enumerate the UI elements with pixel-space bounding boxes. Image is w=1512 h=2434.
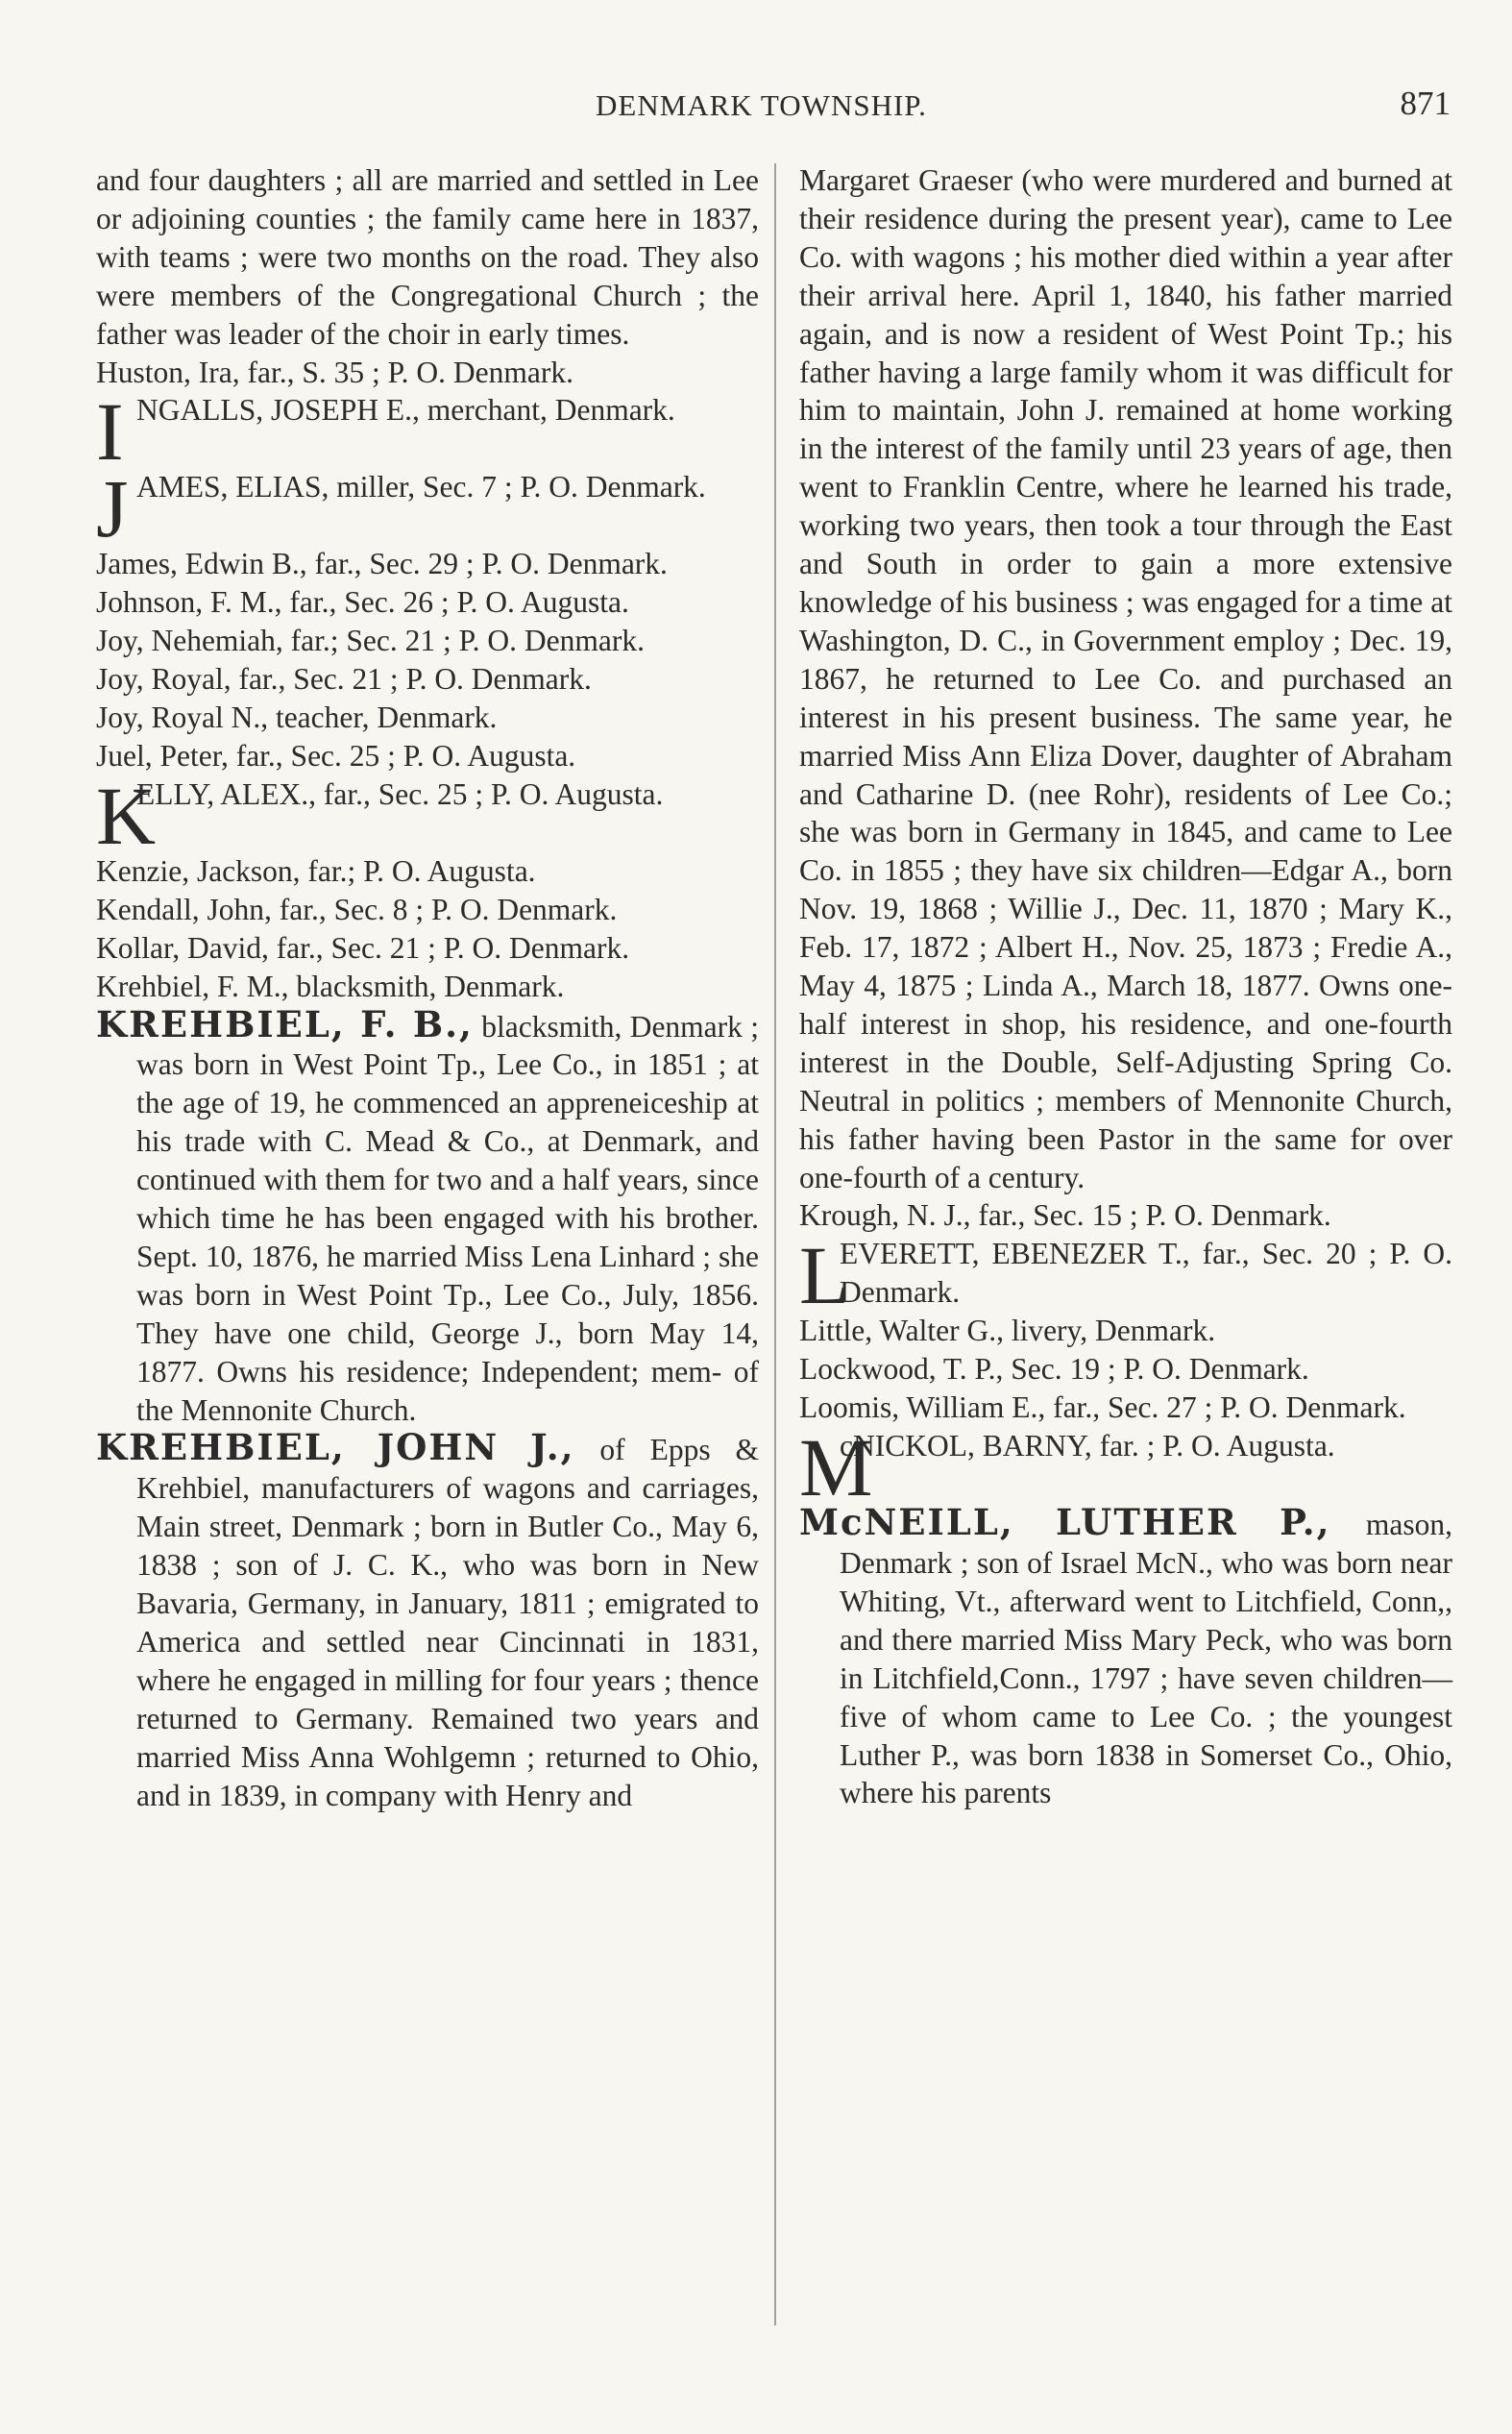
entry-text: ELLY, ALEX., far., Sec. 25 ; P. O. Augusta. xyxy=(136,776,664,811)
directory-entry-joy-royal-n: Joy, Royal N., teacher, Denmark. xyxy=(96,701,498,735)
directory-entry-ingalls xyxy=(96,385,759,479)
right-column xyxy=(799,161,1452,1812)
directory-entry-joy-royal: Joy, Royal, far., Sec. 21 ; P. O. Denmark. xyxy=(96,662,592,697)
directory-entry-juel: Juel, Peter, far., Sec. 25 ; P. O. Augusta. xyxy=(96,738,576,773)
directory-entry-james-edwin: James, Edwin B., far., Sec. 29 ; P. O. Denmark. xyxy=(96,547,668,581)
entry-text: NGALLS, JOSEPH E., merchant, Denmark. xyxy=(136,393,675,428)
continued-paragraph: Margaret Graeser (who were murdered and burned at their residence during the present year), came to Lee Co. with wagons ; his mother died within a year after their arrival here. April 1, 1840, his father married again, and is now a resident of West Point Tp.; his father having a large family whom it was difficult for him to maintain, John J. remained at home working in the interest of the family until 23 years of age, then went to Franklin Centre, where he learned his trade, working two years, then took a tour through the East and South in order to gain a more extensive knowledge of his business ; was engaged for a time at Washington, D. C., in Government employ ; Dec. 19, 1867, he returned to Lee Co. and purchased an interest in his present business. The same year, he married Miss Ann Eliza Dover, daughter of Abraham and Catharine D. (nee Rohr), residents of Lee Co.; she was born in Germany in 1845, and came to Lee Co. in 1855 ; they have six children—Edgar A., born Nov. 19, 1868 ; Willie J., Dec. 11, 1870 ; Mary K., Feb. 17, 1872 ; Albert H., Nov. 25, 1873 ; Fredie A., May 4, 1875 ; Linda A., March 18, 1877. Owns one-half interest in shop, his residence, and one-fourth interest in the Double, Self-Adjusting Spring Co. Neutral in politics ; members of Mennonite Church, his father having been Pastor in the same for over one-fourth of a century. xyxy=(799,163,1452,1194)
drop-initial: I xyxy=(96,385,124,479)
biography-krehbiel-fb xyxy=(96,1002,759,1430)
drop-initial: K xyxy=(96,769,157,862)
directory-entry-kollar: Kollar, David, far., Sec. 21 ; P. O. Denmark. xyxy=(96,930,630,965)
directory-entry-leverett xyxy=(799,1229,1452,1322)
entry-text: EVERETT, EBENEZER T., far., Sec. 20 ; P. O. Denmark. xyxy=(840,1237,1452,1310)
drop-initial: L xyxy=(799,1229,850,1322)
continued-paragraph: and four daughters ; all are married and settled in Lee or adjoining counties ; the family came here in 1837, with teams ; were two months on the road. They also were members of the Congregational Church ; the father was leader of the choir in early times. xyxy=(96,163,759,351)
left-column xyxy=(96,161,759,1815)
directory-entry-kenzie: Kenzie, Jackson, far.; P. O. Augusta. xyxy=(96,853,536,888)
directory-entry-james-elias xyxy=(96,462,759,555)
column-rule xyxy=(774,163,776,2325)
page-number: 871 xyxy=(1400,85,1451,122)
directory-entry-kelly xyxy=(96,769,759,862)
biography-text: blacksmith, Denmark ; was born in West Point Tp., Lee Co., in 1851 ; at the age of 19, he commenced an appreneiceship at his trade with C. Mead & Co., at Denmark, and continued with them for two and a half years, since which time he has been engaged with his brother. Sept. 10, 1876, he married Miss Lena Linhard ; she was born in West Point Tp., Lee Co., July, 1856. They have one child, George J., born May 14, 1877. Owns his residence; Independent; mem- of the Mennonite Church. xyxy=(136,1009,759,1427)
entry-text: AMES, ELIAS, miller, Sec. 7 ; P. O. Denmark. xyxy=(136,470,706,504)
biography-name: KREHBIEL, JOHN J., xyxy=(96,1426,575,1469)
directory-entry-krough: Krough, N. J., far., Sec. 15 ; P. O. Denmark. xyxy=(799,1198,1331,1233)
entry-text: cNICKOL, BARNY, far. ; P. O. Augusta. xyxy=(840,1429,1335,1463)
biography-mcneill xyxy=(799,1501,1453,1812)
biography-krehbiel-john xyxy=(96,1426,760,1814)
directory-entry-krehbiel-fm: Krehbiel, F. M., blacksmith, Denmark. xyxy=(96,969,565,1003)
biography-text: of Epps & Krehbiel, manufacturers of wagons and carriages, Main street, Denmark ; born in Butler Co., May 6, 1838 ; son of J. C. K., who was born in New Bavaria, Germany, in January, 1811 ; emigrated to America and settled near Cincinnati in 1831, where he engaged in milling for four years ; thence returned to Germany. Remained two years and married Miss Anna Wohlgemn ; returned to Ohio, and in 1839, in company with Henry and xyxy=(136,1433,760,1812)
biography-name: KREHBIEL, F. B., xyxy=(96,1002,474,1045)
page-header xyxy=(0,85,1512,136)
drop-initial: J xyxy=(96,462,129,555)
running-head: DENMARK TOWNSHIP. xyxy=(596,88,927,122)
directory-entry-huston: Huston, Ira, far., S. 35 ; P. O. Denmark. xyxy=(96,355,573,389)
directory-entry-little: Little, Walter G., livery, Denmark. xyxy=(799,1314,1216,1348)
directory-entry-johnson: Johnson, F. M., far., Sec. 26 ; P. O. Augusta. xyxy=(96,585,629,620)
drop-initial: M xyxy=(799,1421,873,1514)
biography-text: mason, Denmark ; son of Israel McN., who was born near Whiting, Vt., afterward went to Litchfield, Conn,, and there married Miss Mary Peck, who was born in Litchfield,Conn., 1797 ; have seven children—five of whom came to Lee Co. ; the youngest Luther P., was born 1838 in Somerset Co., Ohio, where his parents xyxy=(840,1508,1453,1810)
directory-entry-mcnickol xyxy=(799,1421,1452,1514)
biography-name: McNEILL, LUTHER P., xyxy=(799,1501,1331,1544)
directory-entry-loomis: Loomis, William E., far., Sec. 27 ; P. O. Denmark. xyxy=(799,1390,1406,1425)
directory-entry-lockwood: Lockwood, T. P., Sec. 19 ; P. O. Denmark. xyxy=(799,1352,1309,1387)
directory-entry-kendall: Kendall, John, far., Sec. 8 ; P. O. Denmark. xyxy=(96,892,618,926)
directory-entry-joy-nehemiah: Joy, Nehemiah, far.; Sec. 21 ; P. O. Denmark. xyxy=(96,624,645,658)
